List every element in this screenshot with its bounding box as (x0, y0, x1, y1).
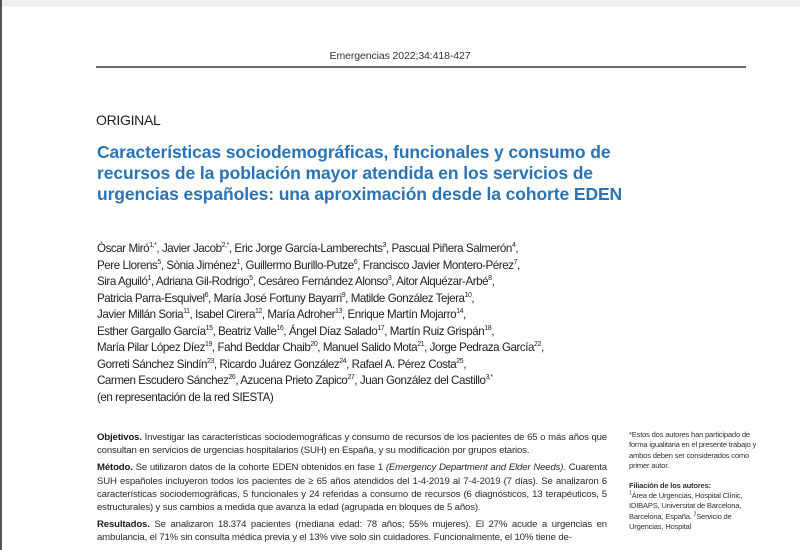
objectives-text: Investigar las características sociodemográficas y consumo de recursos de los pacientes de 65 o más años que consultan en servicios de urgencias hospitalarios (SUH) en España, y su modificación por grupos etarios. (97, 432, 607, 457)
author-name: Ricardo Juárez González (219, 357, 340, 371)
author-name: Francisco Javier Montero-Pérez (362, 258, 514, 272)
author-affiliation-mark: 1 (236, 258, 240, 266)
author-line: Carmen Escudero Sánchez$^{26}$, Azucena Prieto Zapico$^{27}$, Juan González del Castillo$^{3,*}$ (97, 374, 493, 387)
author-name: Òscar Miró (97, 242, 150, 255)
section-label: ORIGINAL (96, 112, 161, 128)
author-name: Aitor Alquézar-Arbé (396, 275, 489, 288)
author-name: Guillermo Burillo-Putze (245, 258, 354, 272)
author-name: Juan González del Castillo (359, 374, 486, 387)
author-affiliation-mark: 3,* (485, 374, 493, 382)
author-name: Pere Llorens (97, 258, 158, 272)
author-affiliation-mark: 27 (347, 374, 355, 382)
author-name: Adriana Gil-Rodrigo (155, 275, 250, 288)
author-name: María José Fortuny Bayarri (213, 291, 342, 305)
author-affiliation-mark: 25 (456, 357, 464, 365)
author-name: María Pilar López Díez (97, 341, 206, 354)
viewer-left-border (0, 0, 2, 550)
abstract-results (97, 518, 607, 544)
author-name: Azucena Prieto Zapico (240, 374, 348, 387)
author-name: Isabel Cirera (195, 308, 255, 321)
sidebar-notes (629, 430, 759, 542)
viewer-top-strip (0, 0, 800, 6)
abstract-method (97, 461, 607, 514)
affiliation-number: 2 (693, 511, 697, 518)
author-affiliation-mark: 1,* (149, 242, 157, 250)
author-affiliation-mark: 10 (464, 291, 472, 299)
author-affiliation-mark: 20 (310, 341, 318, 349)
author-name: Eric Jorge García-Lamberechts (234, 242, 383, 255)
author-affiliation-mark: 9 (341, 291, 346, 299)
author-line: Òscar Miró$^{1,*}$, Javier Jacob$^{2,*}$, Eric Jorge García-Lamberechts$^3$, Pascual Piñera Salmerón$^4$, (97, 242, 519, 255)
method-text-before: Se utilizaron datos de la cohorte EDEN obtenidos en fase 1 (132, 462, 386, 474)
equal-contribution-note: *Estos dos autores han participado de forma igualitaria en el presente trabajo y ambos deben ser considerados como primer autor. (629, 430, 757, 471)
method-label: Método. (97, 462, 133, 474)
author-affiliation-mark: 26 (228, 374, 236, 382)
author-name: Fahd Beddar Chaib (217, 341, 311, 354)
affiliation-text: Servicio de Urgencias, Hospital (629, 511, 732, 532)
author-affiliation-mark: 3 (387, 275, 392, 283)
author-line: Gorreti Sánchez Sindín$^{23}$, Ricardo Juárez González$^{24}$, Rafael A. Pérez Costa$^{25}$, (97, 357, 466, 371)
author-affiliation-mark: 11 (183, 308, 190, 316)
author-affiliation-mark: 16 (276, 324, 284, 332)
author-name: Matilde González Tejera (350, 291, 465, 305)
author-affiliation-mark: 17 (377, 324, 385, 332)
affiliation-list (629, 491, 742, 531)
author-name: Manuel Salido Mota (322, 341, 418, 354)
author-name: Cesáreo Fernández Alonso (258, 275, 388, 288)
affiliations-heading: Filiación de los autores: (629, 480, 711, 490)
author-name: Pascual Piñera Salmerón (391, 242, 512, 255)
author-affiliation-mark: 6 (204, 291, 209, 299)
author-affiliation-mark: 7 (513, 258, 518, 266)
author-affiliation-mark: 2,* (221, 242, 229, 250)
author-name: Ángel Díaz Salado (288, 324, 378, 338)
author-name: Carmen Escudero Sánchez (97, 374, 229, 387)
author-name: Patricia Parra-Esquivel (97, 291, 205, 305)
method-italic-text: (Emergency Department and Elder Needs) (385, 462, 564, 474)
author-affiliation-mark: 19 (205, 341, 212, 349)
author-line: Javier Millán Soria$^{11}$, Isabel Cirera$^{12}$, María Adroher$^{13}$, Enrique Martín Mojarro$^{14}$, (97, 308, 466, 321)
author-affiliation-mark: 21 (417, 341, 425, 349)
author-affiliation-mark: 24 (339, 357, 347, 365)
author-line: Patricia Parra-Esquivel$^6$, María José Fortuny Bayarri$^9$, Matilde González Tejera$^{10}$, (97, 291, 475, 305)
abstract (97, 431, 607, 549)
author-name: Sira Aguiló (97, 275, 148, 288)
author-list (97, 241, 577, 406)
results-label: Resultados. (97, 519, 150, 531)
author-line: Esther Gargallo García$^{15}$, Beatriz Valle$^{16}$, Ángel Díaz Salado$^{17}$, Martín Ruiz Grispán$^{18}$, (97, 324, 494, 338)
abstract-objectives (97, 431, 607, 457)
author-affiliation-mark: 15 (205, 324, 213, 332)
author-affiliation-mark: 4 (511, 242, 516, 250)
author-name: Beatriz Valle (218, 324, 277, 338)
header-divider (96, 66, 746, 68)
author-affiliation-mark: 18 (484, 324, 492, 332)
author-name: Sònia Jiménez (166, 258, 237, 272)
author-line: Pere Llorens$^5$, Sònia Jiménez$^1$, Guillermo Burillo-Putze$^6$, Francisco Javier Montero-Pérez$^7$, (97, 258, 520, 272)
objectives-label: Objetivos. (97, 432, 142, 443)
author-name: Esther Gargallo García (97, 324, 206, 338)
network-note: (en representación de la red SIESTA) (97, 390, 274, 404)
author-name: Javier Jacob (161, 242, 222, 255)
affiliation-text: Área de Urgencias, Hospital Clínic, IDIBAPS, Universitat de Barcelona, Barcelona, España. (629, 491, 743, 521)
author-affiliation-mark: 12 (254, 308, 262, 316)
author-name: Gorreti Sánchez Sindín (97, 357, 207, 371)
author-name: Enrique Martín Mojarro (347, 308, 457, 321)
author-affiliation-mark: 13 (335, 308, 342, 316)
author-name: Javier Millán Soria (97, 308, 184, 321)
author-line: María Pilar López Díez$^{19}$, Fahd Beddar Chaib$^{20}$, Manuel Salido Mota$^{21}$, Jorge Pedraza García$^{22}$, (97, 341, 544, 354)
author-affiliation-mark: 3 (382, 242, 386, 250)
author-affiliation-mark: 8 (488, 275, 492, 283)
affiliations (629, 481, 759, 533)
journal-reference: Emergencias 2022;34:418-427 (329, 50, 471, 62)
method-text-after: . Cuarenta SUH españoles incluyeron todos los pacientes de ≥ 65 años atendidos del 1-4-2019 al 7-4-2019 (7 días). Se analizaron 6 características sociodemográficas, 5 funcionales y 24 referidas a consumo de recursos (6 diagnósticos, 13 terapéuticos, 5 estructurales) y sus cambios a medida que avanza la edad (agrupada en bloques de 5 años). (97, 462, 607, 514)
article-title: Características sociodemográficas, funcionales y consumo de recursos de la población mayor atendida en los servicios de urgencias españoles: una aproximación desde la cohorte EDEN (97, 142, 623, 204)
results-text: Se analizaron 18.374 pacientes (mediana edad: 78 años; 55% mujeres). El 27% acude a urgencias en ambulancia, el 71% sin consulta médica previa y el 13% vive solo sin cuidadores. Funcionalmente, el 10% tiene de- (97, 519, 607, 544)
author-affiliation-mark: 23 (206, 357, 214, 365)
author-name: Jorge Pedraza García (429, 341, 535, 354)
author-affiliation-mark: 5 (157, 258, 161, 266)
author-name: Martín Ruiz Grispán (389, 324, 485, 338)
author-name: Rafael A. Pérez Costa (351, 357, 457, 371)
affiliation-number: 1 (629, 490, 632, 497)
author-affiliation-mark: 14 (456, 308, 464, 316)
author-affiliation-mark: 22 (534, 341, 541, 349)
author-affiliation-mark: 1 (147, 275, 151, 283)
author-line: Sira Aguiló$^1$, Adriana Gil-Rodrigo$^5$, Cesáreo Fernández Alonso$^3$, Aitor Alquézar-Arbé$^8$, (97, 275, 495, 288)
author-lines (97, 241, 577, 390)
author-affiliation-mark: 5 (249, 275, 253, 283)
author-name: María Adroher (267, 308, 336, 321)
author-affiliation-mark: 6 (353, 258, 358, 266)
